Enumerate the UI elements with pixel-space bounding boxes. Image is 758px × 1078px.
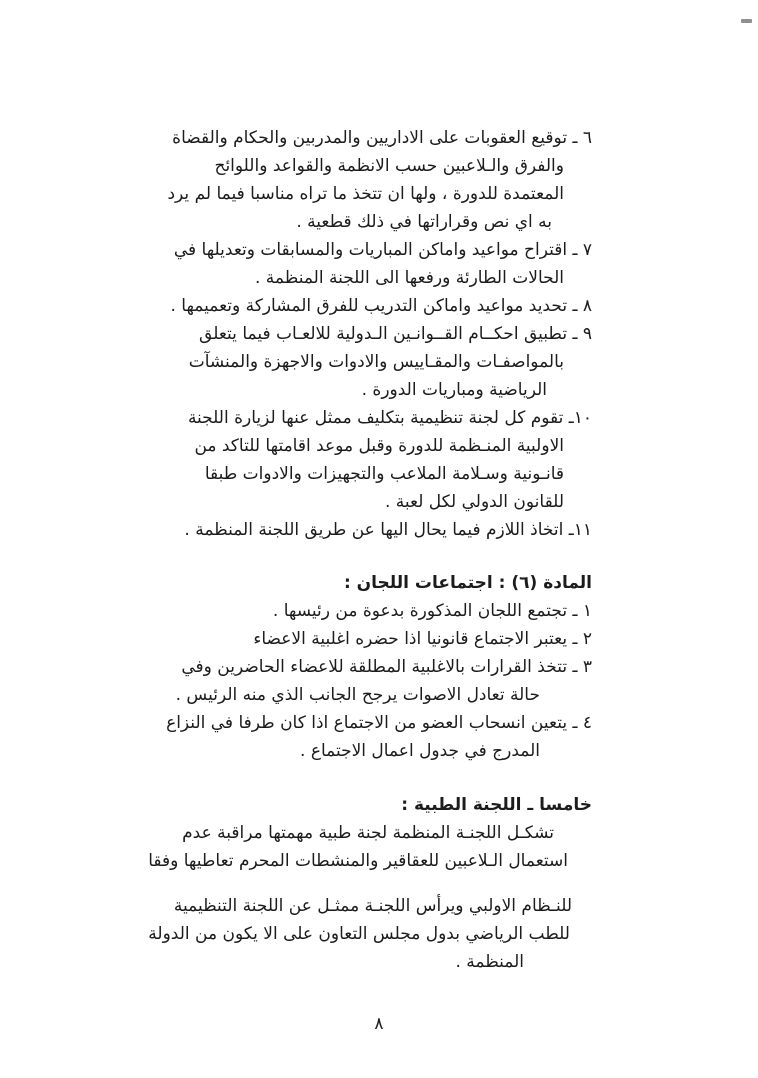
text-line: ٤ ـ يتعين انسحاب العضو من الاجتماع اذا كان طرفا في النزاع: [166, 713, 592, 733]
text-line: ٨ ـ تحديد مواعيد واماكن التدريب للفرق المشاركة وتعميمها .: [170, 296, 592, 316]
text-line: ١ ـ تجتمع اللجان المذكورة بدعوة من رئيسها .: [272, 601, 592, 621]
text-line: الرياضية ومباريات الدورة .: [361, 380, 547, 400]
text-line: للنـظام الاولبي ويرأس اللجنـة ممثـل عن اللجنة التنظيمية: [173, 896, 572, 916]
text-line: ٢ ـ يعتبر الاجتماع قانونيا اذا حضره اغلبية الاعضاء: [253, 629, 592, 649]
text-line: ٣ ـ تتخذ القرارات بالاغلبية المطلقة للاعضاء الحاضرين وفي: [181, 657, 592, 677]
text-line: حالة تعادل الاصوات يرجح الجانب الذي منه الرئيس .: [175, 685, 540, 705]
text-line: قانـونية وسـلامة الملاعب والتجهيزات والادوات طبقا: [204, 464, 564, 484]
document-body: [148, 124, 592, 976]
text-line: المدرج في جدول اعمال الاجتماع .: [300, 741, 540, 761]
text-line: المعتمدة للدورة ، ولها ان تتخذ ما تراه مناسبا فيما لم يرد: [167, 184, 564, 204]
text-line: الاولبية المنـظمة للدورة وقبل موعد اقامتها للتاكد من: [194, 436, 564, 456]
text-line: ٧ ـ اقتراح مواعيد واماكن المباريات والمسابقات وتعديلها في: [173, 240, 592, 260]
text-line: المنظمة .: [455, 952, 524, 972]
section-heading: المادة (٦) : اجتماعات اللجان :: [343, 573, 592, 593]
text-line: للطب الرياضي بدول مجلس التعاون على الا يكون من الدولة: [148, 924, 570, 944]
text-line: للقانون الدولي لكل لعبة .: [384, 492, 564, 512]
section-heading: خامسا ـ اللجنة الطبية :: [401, 795, 592, 815]
text-line: تشكـل اللجنـة المنظمة لجنة طبية مهمتها مراقبة عدم: [182, 823, 554, 843]
text-line: ١٠ـ تقوم كل لجنة تنظيمية بتكليف ممثل عنها لزيارة اللجنة: [187, 408, 592, 428]
text-line: ٦ ـ توقيع العقوبات على الاداريين والمدربين والحكام والقضاة: [172, 128, 592, 148]
text-line: والفرق والـلاعبين حسب الانظمة والقواعد واللوائح: [214, 156, 564, 176]
text-line: بالمواصفـات والمقـاييس والادوات والاجهزة والمنشآت: [188, 352, 564, 372]
text-line: به اي نص وقراراتها في ذلك قطعية .: [296, 212, 552, 232]
text-line: الحالات الطارئة ورفعها الى اللجنة المنظمة .: [255, 268, 564, 288]
text-line: ١١ـ اتخاذ اللازم فيما يحال اليها عن طريق اللجنة المنظمة .: [184, 520, 592, 540]
page-number: ٨: [374, 1014, 384, 1034]
text-line: استعمال الـلاعبين للعقاقير والمنشطات المحرم تعاطيها وفقا: [148, 851, 568, 871]
text-line: ٩ ـ تطبيق احكــام القــوانـين الـدولية للالعـاب فيما يتعلق: [199, 324, 592, 344]
scan-artifact-mark: [741, 19, 752, 23]
